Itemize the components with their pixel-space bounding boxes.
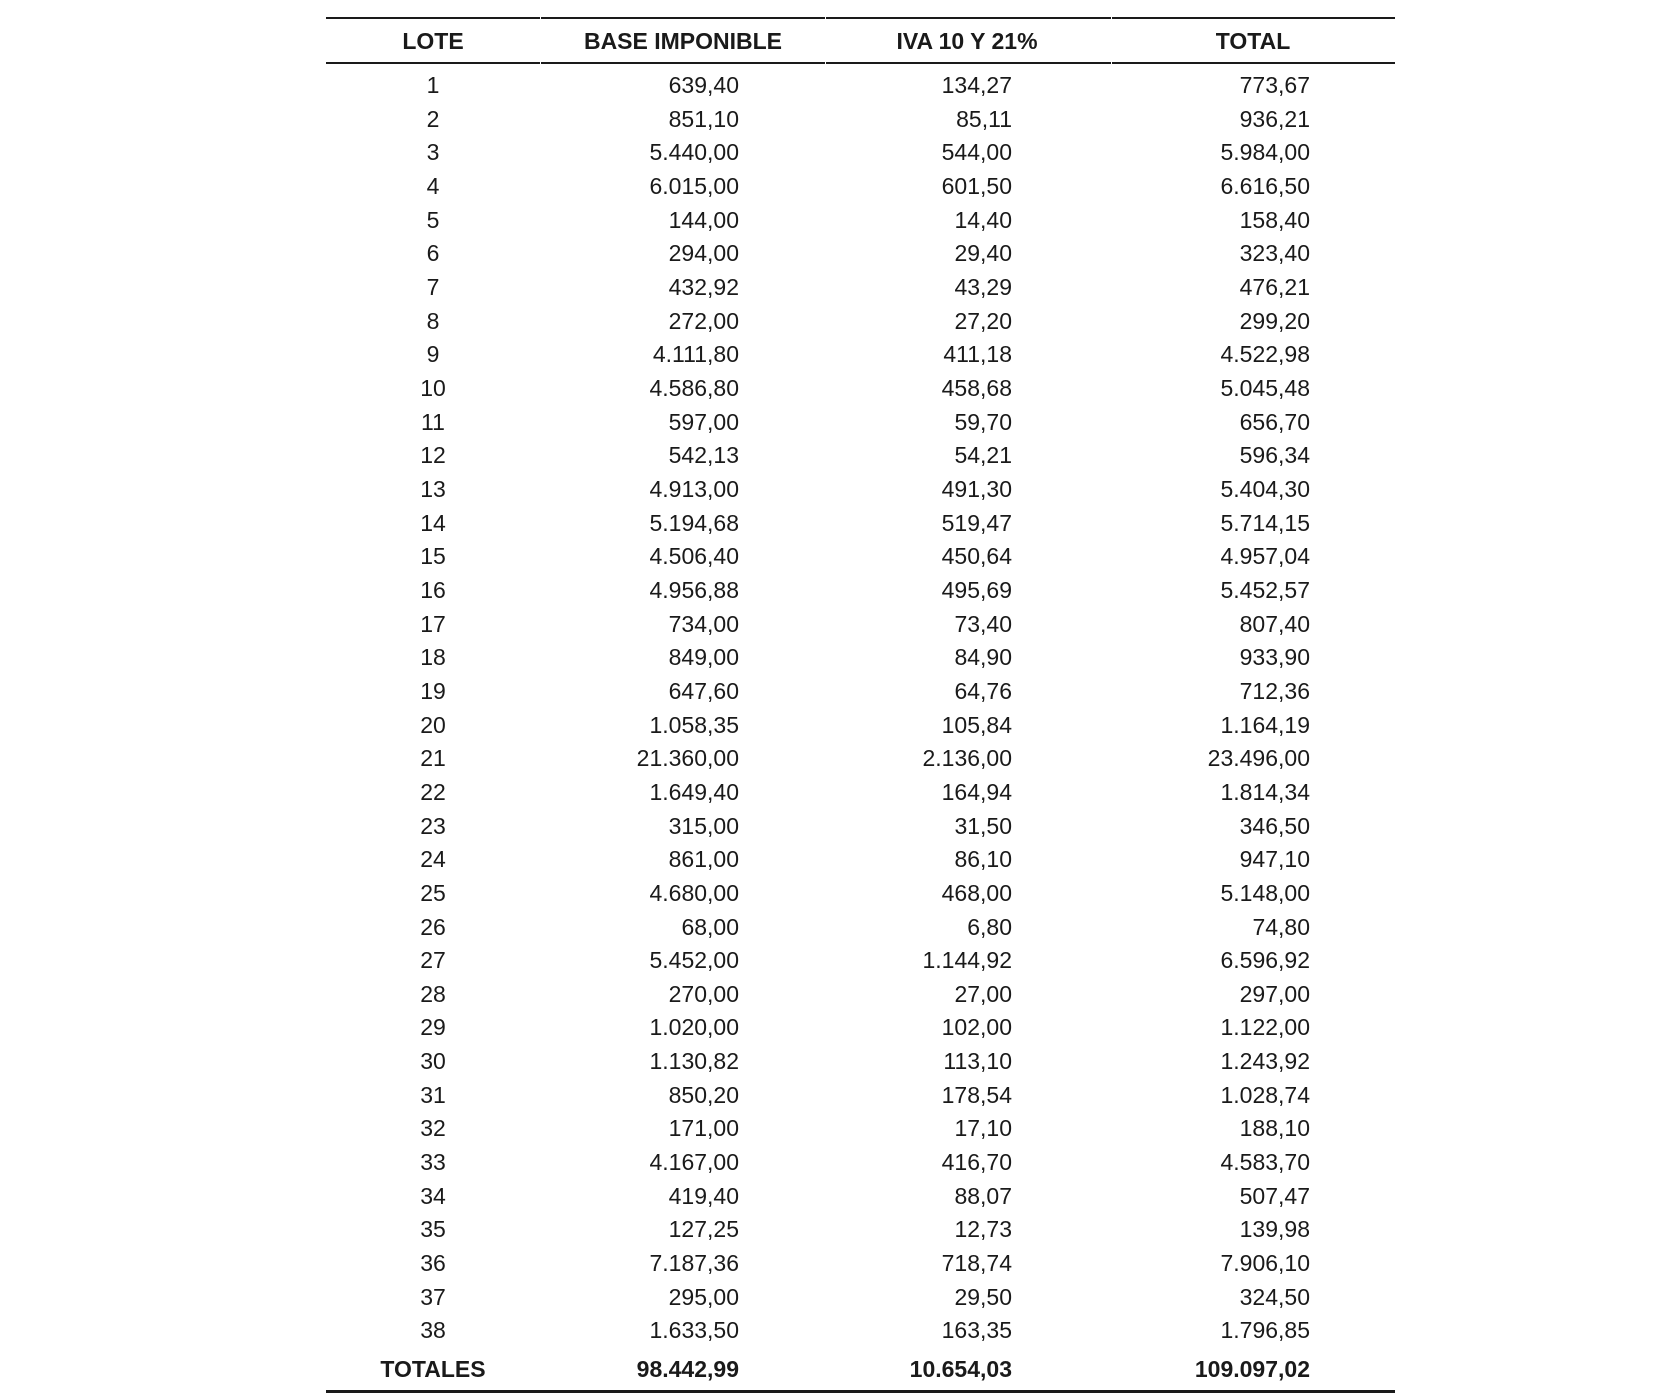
cell-base-imponible: 270,00 — [668, 980, 739, 1007]
cell-base-imponible: 1.633,50 — [649, 1317, 739, 1344]
cell-iva: 164,94 — [941, 778, 1012, 805]
cell-total: 596,34 — [1239, 442, 1310, 469]
cell-total: 1.028,74 — [1220, 1081, 1310, 1108]
cell-base-imponible: 315,00 — [668, 812, 739, 839]
cell-lote: 32 — [420, 1115, 446, 1142]
cell-base-imponible: 21.360,00 — [636, 745, 739, 772]
cell-iva: 411,18 — [943, 341, 1012, 368]
cell-base-imponible: 850,20 — [668, 1081, 739, 1108]
cell-total: 7.906,10 — [1220, 1250, 1310, 1277]
header-base-imponible: BASE IMPONIBLE — [583, 28, 783, 54]
cell-iva: 14,40 — [954, 206, 1012, 233]
cell-base-imponible: 597,00 — [668, 408, 739, 435]
cell-iva: 113,10 — [943, 1048, 1012, 1075]
cell-iva: 6,80 — [967, 913, 1012, 940]
cell-lote: 20 — [420, 711, 446, 738]
cell-base-imponible: 127,25 — [668, 1216, 739, 1243]
cell-base-imponible: 419,40 — [668, 1182, 739, 1209]
cell-iva: 64,76 — [954, 677, 1012, 704]
cell-lote: 12 — [420, 442, 446, 469]
cell-iva: 17,10 — [954, 1115, 1012, 1142]
totals-label: TOTALES — [380, 1356, 486, 1382]
cell-base-imponible: 272,00 — [668, 307, 739, 334]
cell-iva: 105,84 — [941, 711, 1012, 738]
cell-iva: 73,40 — [954, 610, 1012, 637]
cell-total: 139,98 — [1239, 1216, 1310, 1243]
cell-iva: 468,00 — [941, 879, 1012, 906]
cell-iva: 88,07 — [954, 1182, 1012, 1209]
cell-base-imponible: 734,00 — [668, 610, 739, 637]
cell-iva: 495,69 — [941, 576, 1012, 603]
cell-total: 807,40 — [1239, 610, 1310, 637]
cell-iva: 601,50 — [941, 172, 1012, 199]
totals-iva: 10.654,03 — [909, 1356, 1012, 1382]
cell-iva: 43,29 — [954, 273, 1012, 300]
cell-base-imponible: 1.058,35 — [649, 711, 739, 738]
cell-total: 6.616,50 — [1220, 172, 1310, 199]
cell-total: 712,36 — [1239, 677, 1310, 704]
cell-lote: 25 — [420, 879, 446, 906]
cell-lote: 13 — [420, 475, 446, 502]
cell-total: 297,00 — [1239, 980, 1310, 1007]
cell-total: 773,67 — [1239, 72, 1310, 98]
cell-total: 323,40 — [1239, 240, 1310, 267]
cell-lote: 18 — [420, 644, 446, 671]
cell-lote: 16 — [420, 576, 446, 603]
cell-base-imponible: 1.020,00 — [649, 1014, 739, 1041]
cell-base-imponible: 1.649,40 — [649, 778, 739, 805]
totals-total: 109.097,02 — [1194, 1356, 1310, 1382]
cell-total: 5.984,00 — [1220, 139, 1310, 166]
cell-iva: 2.136,00 — [922, 745, 1012, 772]
table-top-rule — [326, 17, 1395, 19]
cell-base-imponible: 68,00 — [681, 913, 739, 940]
cell-lote: 26 — [420, 913, 446, 940]
cell-lote: 31 — [420, 1081, 446, 1108]
cell-total: 1.796,85 — [1220, 1317, 1310, 1344]
cell-lote: 11 — [421, 408, 445, 435]
cell-lote: 10 — [420, 374, 446, 401]
cell-base-imponible: 5.440,00 — [649, 139, 739, 166]
cell-total: 158,40 — [1239, 206, 1310, 233]
cell-iva: 1.144,92 — [922, 947, 1012, 974]
cell-lote: 1 — [426, 72, 440, 98]
cell-base-imponible: 1.130,82 — [649, 1048, 739, 1075]
cell-base-imponible: 6.015,00 — [649, 172, 739, 199]
cell-lote: 14 — [420, 509, 446, 536]
cell-lote: 21 — [420, 745, 446, 772]
cell-total: 507,47 — [1239, 1182, 1310, 1209]
cell-lote: 3 — [426, 139, 440, 166]
cell-total: 4.957,04 — [1220, 543, 1310, 570]
cell-lote: 23 — [420, 812, 446, 839]
cell-total: 5.452,57 — [1220, 576, 1310, 603]
column-divider-gap — [825, 17, 826, 64]
cell-iva: 29,40 — [954, 240, 1012, 267]
cell-total: 476,21 — [1239, 273, 1310, 300]
cell-total: 4.522,98 — [1220, 341, 1310, 368]
cell-base-imponible: 294,00 — [668, 240, 739, 267]
cell-total: 933,90 — [1239, 644, 1310, 671]
cell-lote: 15 — [420, 543, 446, 570]
cell-lote: 2 — [426, 105, 440, 132]
header-total: TOTAL — [1215, 28, 1291, 54]
cell-base-imponible: 4.586,80 — [649, 374, 739, 401]
cell-base-imponible: 639,40 — [668, 72, 739, 98]
cell-base-imponible: 849,00 — [668, 644, 739, 671]
cell-iva: 29,50 — [954, 1283, 1012, 1310]
cell-lote: 29 — [420, 1014, 446, 1041]
cell-iva: 102,00 — [941, 1014, 1012, 1041]
cell-total: 656,70 — [1239, 408, 1310, 435]
cell-iva: 134,27 — [941, 72, 1012, 98]
cell-total: 1.814,34 — [1220, 778, 1310, 805]
cell-iva: 544,00 — [941, 139, 1012, 166]
cell-iva: 491,30 — [941, 475, 1012, 502]
cell-iva: 84,90 — [954, 644, 1012, 671]
cell-lote: 33 — [420, 1149, 446, 1176]
cell-base-imponible: 4.506,40 — [649, 543, 739, 570]
totals-base-imponible: 98.442,99 — [636, 1356, 739, 1382]
cell-lote: 9 — [426, 341, 440, 368]
cell-total: 346,50 — [1239, 812, 1310, 839]
cell-base-imponible: 851,10 — [668, 105, 739, 132]
column-divider-gap — [1111, 17, 1112, 64]
cell-iva: 519,47 — [941, 509, 1012, 536]
cell-total: 188,10 — [1239, 1115, 1310, 1142]
cell-lote: 6 — [426, 240, 440, 267]
cell-total: 1.164,19 — [1220, 711, 1310, 738]
cell-total: 74,80 — [1252, 913, 1310, 940]
cell-total: 1.122,00 — [1220, 1014, 1310, 1041]
cell-base-imponible: 647,60 — [668, 677, 739, 704]
cell-lote: 24 — [420, 846, 446, 873]
cell-lote: 4 — [426, 172, 440, 199]
cell-base-imponible: 144,00 — [668, 206, 739, 233]
cell-total: 4.583,70 — [1220, 1149, 1310, 1176]
cell-base-imponible: 861,00 — [668, 846, 739, 873]
cell-base-imponible: 171,00 — [668, 1115, 739, 1142]
cell-base-imponible: 4.111,80 — [652, 341, 739, 368]
cell-base-imponible: 432,92 — [668, 273, 739, 300]
cell-lote: 5 — [426, 206, 440, 233]
cell-iva: 458,68 — [941, 374, 1012, 401]
cell-total: 5.148,00 — [1220, 879, 1310, 906]
header-iva: IVA 10 Y 21% — [896, 28, 1038, 54]
cell-base-imponible: 4.913,00 — [649, 475, 739, 502]
cell-iva: 27,00 — [954, 980, 1012, 1007]
cell-lote: 35 — [420, 1216, 446, 1243]
cell-total: 5.404,30 — [1220, 475, 1310, 502]
cell-lote: 34 — [420, 1182, 446, 1209]
cell-iva: 12,73 — [954, 1216, 1012, 1243]
cell-iva: 416,70 — [941, 1149, 1012, 1176]
cell-total: 23.496,00 — [1207, 745, 1310, 772]
cell-base-imponible: 4.956,88 — [649, 576, 739, 603]
table-bottom-rule — [326, 1390, 1395, 1393]
header-bottom-rule — [326, 62, 1395, 64]
cell-iva: 450,64 — [941, 543, 1012, 570]
cell-total: 936,21 — [1239, 105, 1310, 132]
cell-base-imponible: 7.187,36 — [649, 1250, 739, 1277]
cell-total: 5.714,15 — [1220, 509, 1310, 536]
cell-total: 1.243,92 — [1220, 1048, 1310, 1075]
cell-base-imponible: 295,00 — [668, 1283, 739, 1310]
cell-total: 324,50 — [1239, 1283, 1310, 1310]
cell-iva: 163,35 — [941, 1317, 1012, 1344]
cell-lote: 30 — [420, 1048, 446, 1075]
cell-lote: 17 — [420, 610, 446, 637]
column-divider-gap — [540, 17, 541, 64]
cell-iva: 54,21 — [954, 442, 1012, 469]
cell-base-imponible: 4.680,00 — [649, 879, 739, 906]
header-lote: LOTE — [402, 28, 464, 54]
cell-total: 299,20 — [1239, 307, 1310, 334]
cell-lote: 36 — [420, 1250, 446, 1277]
cell-total: 5.045,48 — [1220, 374, 1310, 401]
cell-base-imponible: 542,13 — [668, 442, 739, 469]
cell-iva: 31,50 — [954, 812, 1012, 839]
cell-base-imponible: 5.194,68 — [649, 509, 739, 536]
cell-iva: 85,11 — [956, 105, 1012, 132]
cell-lote: 22 — [420, 778, 446, 805]
cell-total: 6.596,92 — [1220, 947, 1310, 974]
cell-base-imponible: 4.167,00 — [649, 1149, 739, 1176]
cell-lote: 19 — [420, 677, 446, 704]
cell-iva: 86,10 — [954, 846, 1012, 873]
cell-iva: 27,20 — [954, 307, 1012, 334]
cell-lote: 7 — [426, 273, 440, 300]
cell-lote: 38 — [420, 1317, 446, 1344]
cell-lote: 8 — [426, 307, 440, 334]
cell-lote: 28 — [420, 980, 446, 1007]
cell-iva: 178,54 — [941, 1081, 1012, 1108]
cell-iva: 718,74 — [941, 1250, 1012, 1277]
cell-lote: 37 — [420, 1283, 446, 1310]
cell-lote: 27 — [420, 947, 446, 974]
cell-iva: 59,70 — [954, 408, 1012, 435]
cell-total: 947,10 — [1239, 846, 1310, 873]
cell-base-imponible: 5.452,00 — [649, 947, 739, 974]
